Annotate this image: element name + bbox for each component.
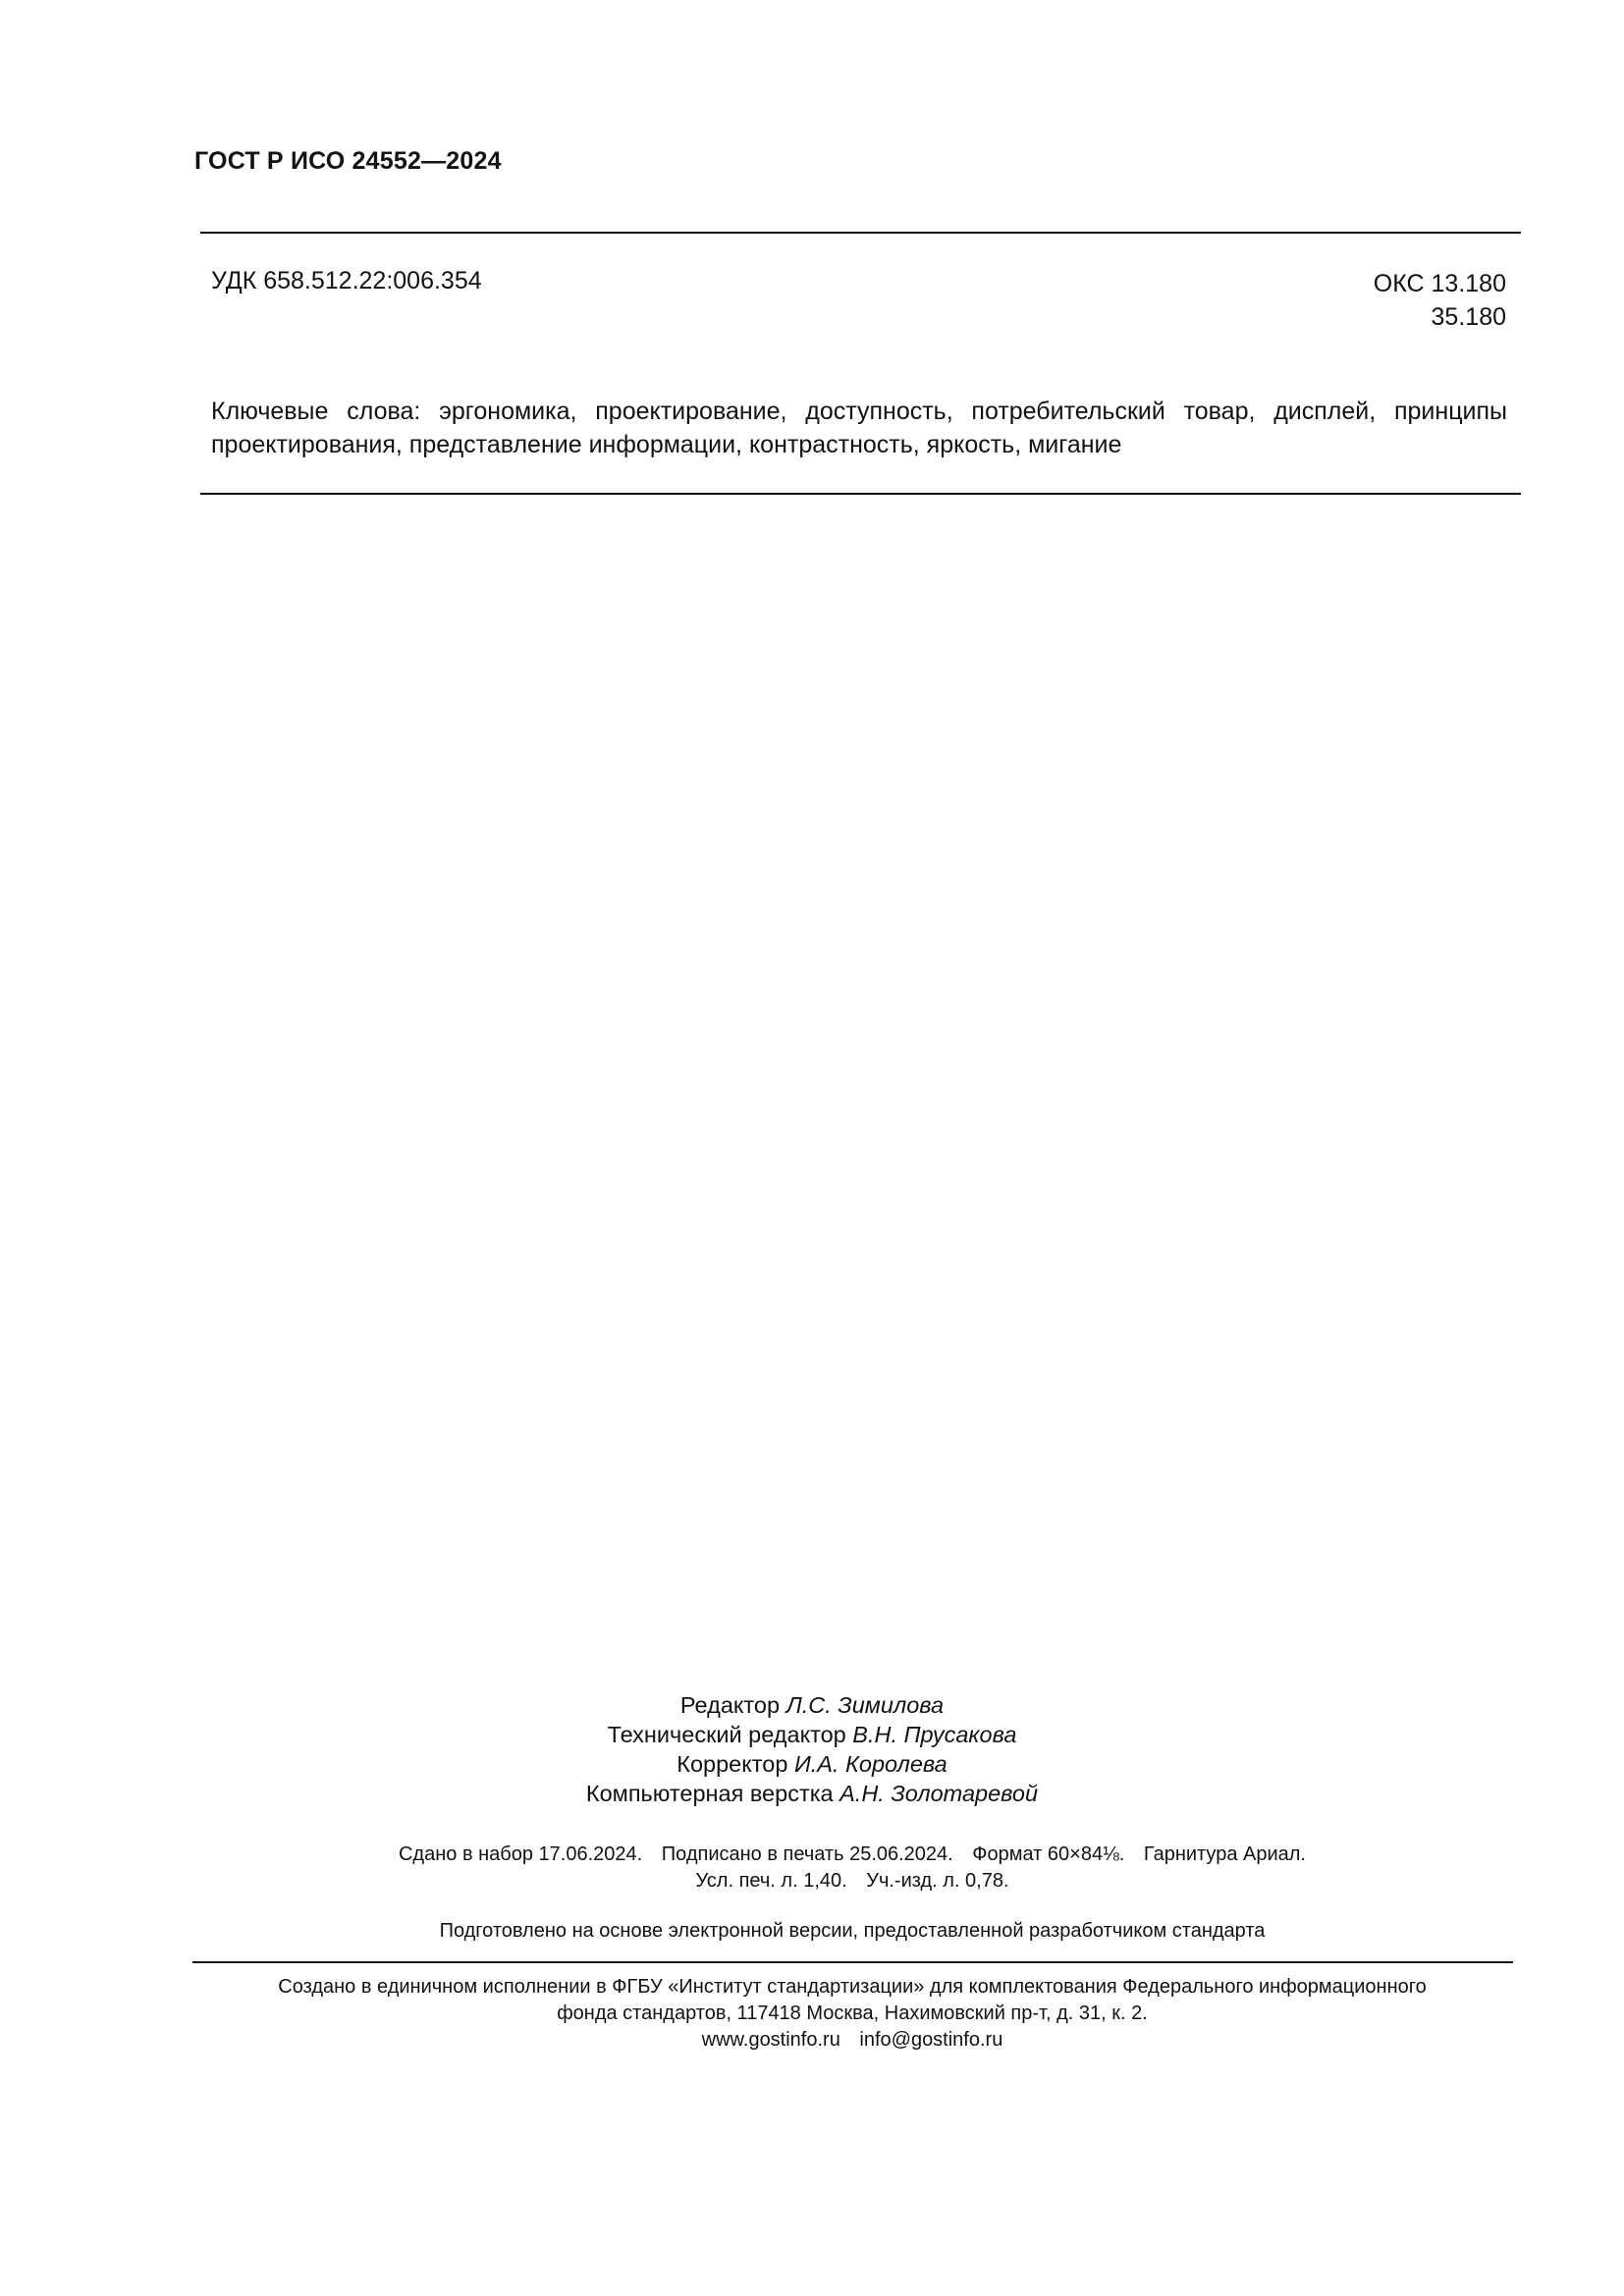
publisher-line-1: Создано в единичном исполнении в ФГБУ «Институт стандартизации» для комплектования Федерального информационного [278,1976,1427,1998]
credit-person: В.Н. Прусакова [852,1722,1017,1747]
credit-layout [0,1779,1624,1808]
print-sheets: Усл. печ. л. 1,40. [695,1870,847,1892]
credit-role: Компьютерная верстка [585,1781,834,1806]
oks-code-1: ОКС 13.180 [1373,270,1506,297]
credit-person: И.А. Королева [793,1751,947,1777]
top-divider [200,232,1521,234]
credit-person: Л.С. Зимилова [785,1692,945,1718]
credit-tech-editor [0,1720,1624,1749]
signed-date: Подписано в печать 25.06.2024. [661,1843,953,1865]
print-info-line-2 [0,1868,1624,1895]
credit-editor [0,1690,1624,1720]
credit-role: Технический редактор [607,1722,846,1747]
submitted-date: Сдано в набор 17.06.2024. [398,1843,643,1865]
publisher-block [0,1974,1624,2054]
print-info-block [0,1842,1624,1895]
middle-divider [200,493,1521,495]
credits-block [0,1690,1624,1808]
credit-role: Корректор [677,1751,788,1777]
document-code: ГОСТ Р ИСО 24552—2024 [194,147,502,175]
publisher-website-link[interactable]: www.gostinfo.ru [701,2029,840,2051]
typeface: Гарнитура Ариал. [1143,1843,1306,1865]
oks-codes [1374,267,1506,334]
credit-person: А.Н. Золотаревой [839,1781,1039,1806]
credit-proofreader [0,1749,1624,1779]
print-info-line-1 [0,1842,1624,1868]
publisher-contacts [0,2027,1624,2054]
publisher-line-2: фонда стандартов, 117418 Москва, Нахимовский пр-т, д. 31, к. 2. [557,2002,1148,2024]
credit-role: Редактор [679,1692,781,1718]
publisher-email-link[interactable]: info@gostinfo.ru [859,2029,1003,2051]
prepared-note: Подготовлено на основе электронной версии, предоставленной разработчиком стандарта [439,1920,1266,1942]
udk-code: УДК 658.512.22:006.354 [211,267,482,294]
oks-code-2: 35.180 [1431,303,1506,331]
keywords-paragraph: Ключевые слова: эргономика, проектирование, доступность, потребительский товар, дисплей, принципы проектирования, представление информации, контрастность, яркость, мигание [211,398,1507,458]
bottom-divider [192,1961,1513,1963]
print-format: Формат 60×84⅛. [972,1843,1125,1865]
publisher-sheets: Уч.-изд. л. 0,78. [866,1870,1009,1892]
